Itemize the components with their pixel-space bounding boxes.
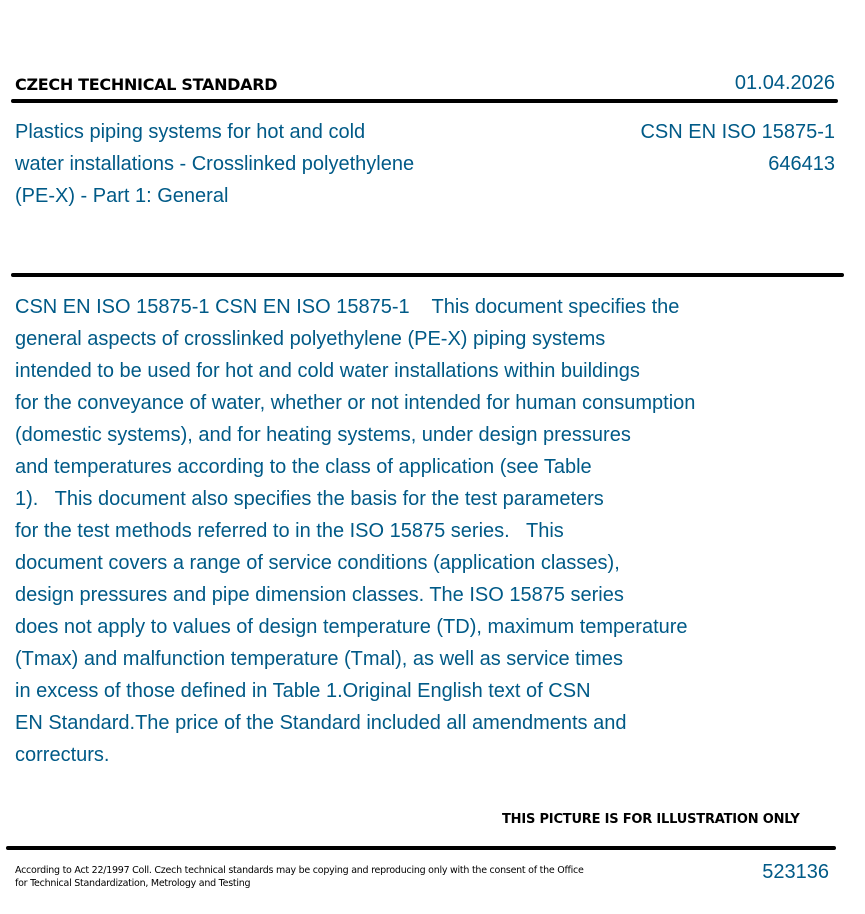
abstract-line: document covers a range of service conditions (application classes), bbox=[15, 552, 620, 574]
abstract-line: EN Standard.The price of the Standard included all amendments and bbox=[15, 712, 627, 734]
abstract-line: does not apply to values of design temperature (TD), maximum temperature bbox=[15, 616, 688, 638]
abstract-line: correcturs. bbox=[15, 744, 110, 766]
abstract-line: CSN EN ISO 15875-1 CSN EN ISO 15875-1 This document specifies the bbox=[15, 296, 680, 318]
abstract-line: and temperatures according to the class of application (see Table bbox=[15, 456, 592, 478]
abstract-line: 1). This document also specifies the basis for the test parameters bbox=[15, 488, 604, 510]
top-divider bbox=[11, 99, 838, 103]
legal-notice bbox=[15, 864, 615, 890]
abstract-line: general aspects of crosslinked polyethylene (PE-X) piping systems bbox=[15, 328, 606, 350]
legal-notice-line: for Technical Standardization, Metrology and Testing bbox=[15, 878, 251, 889]
document-type-label: CZECH TECHNICAL STANDARD bbox=[15, 75, 278, 94]
abstract-line: (domestic systems), and for heating systems, under design pressures bbox=[15, 424, 631, 446]
standard-title-line: (PE-X) - Part 1: General bbox=[15, 185, 229, 207]
standard-title-line: Plastics piping systems for hot and cold bbox=[15, 121, 366, 143]
abstract-line: intended to be used for hot and cold water installations within buildings bbox=[15, 360, 640, 382]
standard-identifiers bbox=[640, 116, 835, 180]
catalog-number: 646413 bbox=[768, 153, 835, 175]
bottom-divider bbox=[6, 846, 836, 850]
standard-title-line: water installations - Crosslinked polyethylene bbox=[15, 153, 415, 175]
standard-title bbox=[15, 116, 475, 212]
publication-date: 01.04.2026 bbox=[734, 72, 835, 94]
abstract-text bbox=[15, 291, 775, 771]
document-id: 523136 bbox=[762, 861, 829, 883]
illustration-disclaimer: THIS PICTURE IS FOR ILLUSTRATION ONLY bbox=[502, 812, 800, 827]
middle-divider bbox=[11, 273, 844, 277]
standard-code: CSN EN ISO 15875-1 bbox=[640, 121, 835, 143]
abstract-line: in excess of those defined in Table 1.Original English text of CSN bbox=[15, 680, 591, 702]
abstract-line: (Tmax) and malfunction temperature (Tmal), as well as service times bbox=[15, 648, 623, 670]
abstract-line: design pressures and pipe dimension classes. The ISO 15875 series bbox=[15, 584, 624, 606]
abstract-line: for the conveyance of water, whether or not intended for human consumption bbox=[15, 392, 696, 414]
legal-notice-line: According to Act 22/1997 Coll. Czech technical standards may be copying and reproducing only with the consent of the Office bbox=[15, 865, 584, 876]
abstract-line: for the test methods referred to in the ISO 15875 series. This bbox=[15, 520, 564, 542]
